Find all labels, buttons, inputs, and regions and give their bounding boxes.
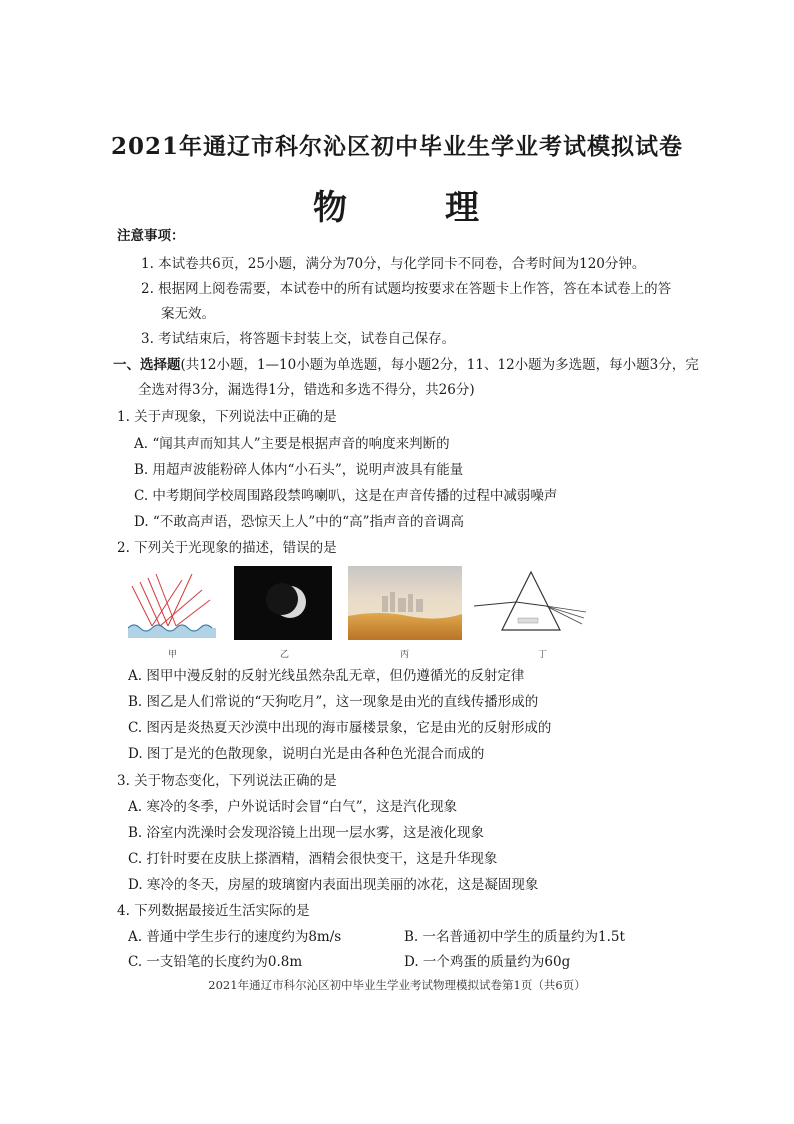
section1-desc-cont: 全选对得3分，漏选得1分，错选和多选不得分，共26分): [138, 382, 475, 398]
subject-char-1: 物: [313, 188, 349, 228]
q2-option-c: C. 图丙是炎热夏天沙漠中出现的海市蜃楼景象，它是由光的反射形成的: [128, 720, 552, 736]
caption-jia: 甲: [168, 650, 178, 660]
q3-stem: 3. 关于物态变化，下列说法正确的是: [117, 773, 337, 789]
diffuse-reflection-figure: [128, 566, 216, 646]
lunar-eclipse-figure: [234, 566, 332, 640]
notice-heading: 注意事项：: [117, 228, 185, 244]
q1-option-c: C. 中考期间学校周围路段禁鸣喇叭，这是在声音传播的过程中减弱噪声: [134, 488, 558, 504]
q1-stem: 1. 关于声现象，下列说法中正确的是: [117, 409, 337, 425]
q1-option-d: D. “不敢高声语，恐惊天上人”中的“高”指声音的音调高: [134, 514, 465, 530]
notice-item-2-cont: 案无效。: [161, 306, 215, 322]
caption-yi: 乙: [280, 650, 290, 660]
notice-item-1: 1. 本试卷共6页，25小题，满分为70分，与化学同卡不同卷，合考时间为120分钟。: [141, 256, 646, 272]
q1-option-a: A. “闻其声而知其人”主要是根据声音的响度来判断的: [134, 436, 450, 452]
q4-option-c: C. 一支铅笔的长度约为0.8m: [128, 954, 303, 970]
exam-title: 2021年通辽市科尔沁区初中毕业生学业考试模拟试卷: [110, 133, 683, 160]
q4-option-b: B. 一名普通初中学生的质量约为1.5t: [404, 929, 625, 945]
q1-option-b: B. 用超声波能粉碎人体内“小石头”，说明声波具有能量: [134, 462, 464, 478]
section1-desc: (共12小题，1—10小题为单选题，每小题2分，11、12小题为多选题，每小题3分，完: [180, 357, 699, 373]
caption-ding: 丁: [538, 650, 548, 660]
q4-option-a: A. 普通中学生步行的速度约为8m/s: [128, 929, 342, 945]
caption-bing: 丙: [400, 650, 410, 660]
desert-mirage-figure: [348, 566, 462, 640]
q2-option-b: B. 图乙是人们常说的“天狗吃月”，这一现象是由光的直线传播形成的: [128, 694, 539, 710]
q2-option-a: A. 图甲中漫反射的反射光线虽然杂乱无章，但仍遵循光的反射定律: [128, 668, 525, 684]
q2-figures: [128, 566, 588, 660]
notice-item-3: 3. 考试结束后，将答题卡封装上交，试卷自己保存。: [141, 331, 456, 347]
subject-char-2: 理: [445, 188, 481, 228]
q3-option-c: C. 打针时要在皮肤上搽酒精，酒精会很快变干，这是升华现象: [128, 851, 498, 867]
q2-option-d: D. 图丁是光的色散现象，说明白光是由各种色光混合而成的: [128, 746, 485, 762]
q3-option-b: B. 浴室内洗澡时会发现浴镜上出现一层水雾，这是液化现象: [128, 825, 485, 841]
notice-item-2: 2. 根据网上阅卷需要，本试卷中的所有试题均按要求在答题卡上作答，答在本试卷上的答: [141, 281, 672, 297]
q3-option-a: A. 寒冷的冬季，户外说话时会冒“白气”，这是汽化现象: [128, 799, 458, 815]
q4-option-d: D. 一个鸡蛋的质量约为60g: [404, 954, 571, 970]
q4-stem: 4. 下列数据最接近生活实际的是: [117, 903, 310, 919]
prism-dispersion-figure: [474, 566, 588, 646]
section1-label: 一、选择题: [113, 357, 181, 373]
subject-title: [0, 180, 794, 229]
q3-option-d: D. 寒冷的冬天，房屋的玻璃窗内表面出现美丽的冰花，这是凝固现象: [128, 877, 539, 893]
section1-heading: [113, 355, 699, 375]
page-footer: 2021年通辽市科尔沁区初中毕业生学业考试物理模拟试卷第1页（共6页）: [208, 978, 586, 992]
q2-stem: 2. 下列关于光现象的描述，错误的是: [117, 540, 337, 556]
